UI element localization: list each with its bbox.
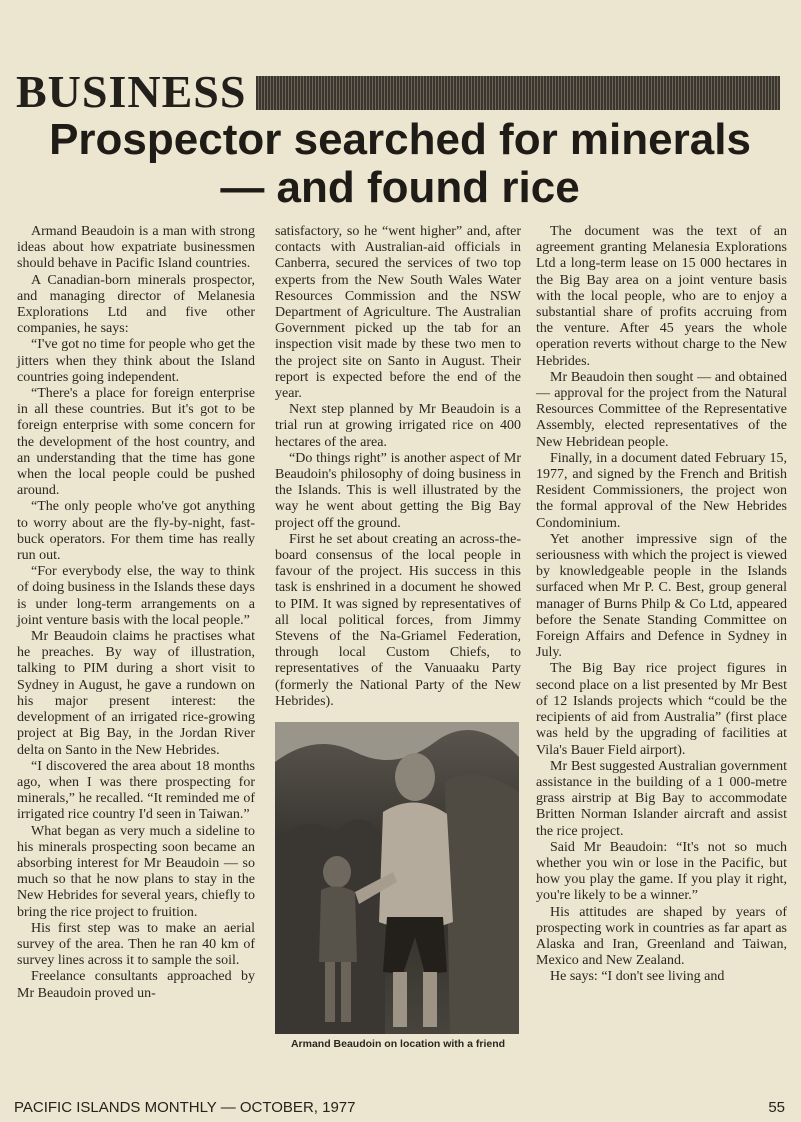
page-footer [14, 1099, 785, 1116]
paragraph: Mr Beaudoin claims he practises what he preaches. By way of illustration, talking to PIM during a short visit to Sydney in August, he gave a rundown on his major present interest: the development of an irrigated rice-growing project at Big Bay, in the Jordan River delta on Santo in the New Hebrides. [17, 629, 255, 758]
paragraph: “The only people who've got anything to worry about are the fly-by-night, fast-buck operators. For them time has really run out. [17, 499, 255, 564]
paragraph: Finally, in a document dated February 15, 1977, and signed by the French and British Resident Commissioners, the project won the formal approval of the New Hebrides Condominium. [536, 450, 787, 531]
paragraph: The Big Bay rice project figures in second place on a list presented by Mr Best of 12 Islands projects which “could be the recipients of aid from Australia” (first place was held by the upgrading of facilities at Vila's Bauer Field airport). [536, 661, 787, 758]
paragraph: “For everybody else, the way to think of doing business in the Islands these days is under long-term arrangements on a joint venture basis with the local people.” [17, 564, 255, 628]
section-label: BUSINESS [16, 66, 247, 117]
article-column-3 [536, 224, 787, 986]
page-number: 55 [768, 1099, 785, 1116]
paragraph: Next step planned by Mr Beaudoin is a trial run at growing irrigated rice on 400 hectares of the area. [275, 402, 521, 450]
paragraph: What began as very much a sideline to his minerals prospecting soon became an absorbing interest for Mr Beaudoin — so much so that he now plans to stay in the New Hebrides for several years, chiefly to bring the rice project to fruition. [17, 823, 255, 920]
paragraph: “There's a place for foreign enterprise in all these countries. But it's got to be foreign enterprise with some concern for the development of the host country, and an understanding that the time has gone when the local people could be pushed around. [17, 386, 255, 499]
paragraph: satisfactory, so he “went higher” and, after contacts with Australian-aid officials in Canberra, secured the services of two top experts from the New South Wales Water Resources Commission and the NSW Department of Agriculture. The Australian Government picked up the tab for an inspection visit made by these two men to the project site on Santo in August. Their report is expected before the end of the year. [275, 224, 521, 402]
paragraph: His first step was to make an aerial survey of the area. Then he ran 40 km of survey lines across it to sample the soil. [17, 920, 255, 969]
headline: Prospector searched for minerals — and found rice [49, 115, 751, 212]
paragraph: He says: “I don't see living and [550, 969, 725, 985]
article-column-2 [275, 224, 521, 1051]
paragraph: First he set about creating an across-the-board consensus of the local people in favour of the project. His success in this task is enshrined in a document he showed to PIM. It was signed by representatives of all local political forces, from Jimmy Stevens of the Na-Griamel Federation, through local Custom Chiefs, to representatives of the Vanuaaku Party (formerly the National Party of the New Hebrides). [275, 531, 521, 709]
section-rule [256, 76, 780, 110]
paragraph: A Canadian-born minerals prospector, and managing director of Melanesia Explorations Ltd and five other companies, he says: [17, 272, 255, 337]
article-column-1 [17, 224, 255, 1002]
section-header [16, 68, 780, 116]
paragraph: “I've got no time for people who get the jitters when they think about the Island countries going independent. [17, 337, 255, 385]
paragraph: Freelance consultants approached by Mr Beaudoin proved un- [17, 969, 255, 1001]
paragraph: “Do things right” is another aspect of Mr Beaudoin's philosophy of doing business in the Islands. This is well illustrated by the way he went about getting the Big Bay project off the ground. [275, 450, 521, 531]
paragraph: Mr Beaudoin then sought — and obtained — approval for the project from the Natural Resources Committee of the Representative Assembly, elected representatives of the New Hebridean people. [536, 369, 787, 450]
paragraph: “I discovered the area about 18 months ago, when I was there prospecting for minerals,” he recalled. “It reminded me of irrigated rice country I'd seen in Taiwan.” [17, 758, 255, 823]
paragraph: Yet another impressive sign of the seriousness with which the project is viewed by knowledgeable people in the Islands surfaced when Mr P. C. Best, group general manager of Burns Philp & Co Ltd, appeared before the Senate Standing Committee on Foreign Affairs and Defence in Sydney in July. [536, 531, 787, 661]
article-photo [275, 722, 519, 1034]
paragraph: Said Mr Beaudoin: “It's not so much whether you win or lose in the Pacific, but how you play the game. If you play it right, you're likely to be a winner.” [536, 839, 787, 904]
photo-caption: Armand Beaudoin on location with a friend [290, 1038, 506, 1051]
paragraph: Mr Best suggested Australian government assistance in the building of a 1 000-metre grass airstrip at Big Bay to accommodate Britten Norman Islander aircraft and assist the rice project. [536, 758, 787, 839]
paragraph: His attitudes are shaped by years of prospecting work in countries as far apart as Alaska and Iran, Greenland and Taiwan, Mexico and New Zealand. [536, 904, 787, 969]
paragraph: Armand Beaudoin is a man with strong ideas about how expatriate businessmen should behave in Pacific Island countries. [17, 224, 255, 272]
publication-line: PACIFIC ISLANDS MONTHLY — OCTOBER, 1977 [14, 1099, 356, 1116]
paragraph: The document was the text of an agreement granting Melanesia Explorations Ltd a long-term lease on 15 000 hectares in the Big Bay area on a joint venture basis with the local people, who are to enjoy a substantial share of profits accruing from the venture. After 45 years the whole operation reverts without charge to the New Hebrides. [536, 224, 787, 369]
